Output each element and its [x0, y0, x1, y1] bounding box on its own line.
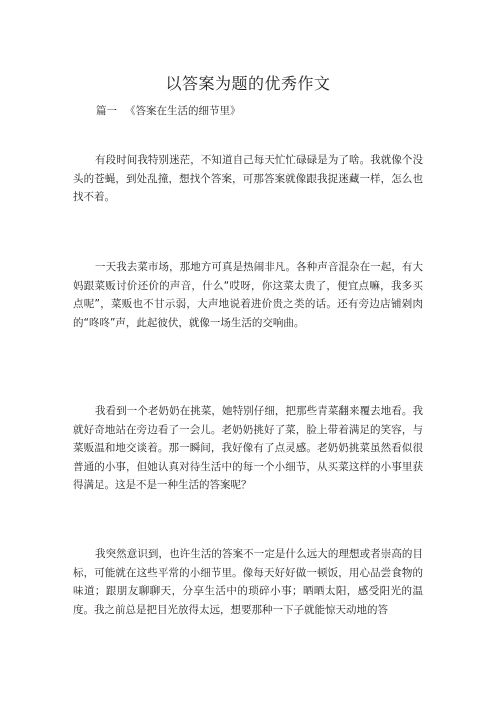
section-number: 篇一	[96, 105, 117, 117]
section-title: 《答案在生活的细节里》	[125, 105, 241, 117]
paragraph-3: 我看到一个老奶奶在挑菜，她特别仔细，把那些青菜翻来覆去地看。我就好奇地站在旁边看了一会儿。老奶奶挑好了菜，脸上带着满足的笑容，与菜贩温和地交谈着。那一瞬间，我好像有了点灵感。老奶奶挑菜虽然看似很普通的小事，但她认真对待生活中的每一个小细节，从买菜这样的小事里获得满足。这是不是一种生活的答案呢？	[73, 405, 423, 491]
paragraph-2: 一天我去菜市场，那地方可真是热闹非凡。各种声音混杂在一起，有大妈跟菜贩讨价还价的声音，什么“哎呀，你这菜太贵了，便宜点嘛，我多买点呢”，菜贩也不甘示弱，大声地说着进价贵之类的话。还有旁边店铺剁肉的“咚咚”声，此起彼伏，就像一场生活的交响曲。	[73, 261, 423, 329]
paragraph-1: 有段时间我特别迷茫，不知道自己每天忙忙碌碌是为了啥。我就像个没头的苍蝇，到处乱撞，想找个答案，可那答案就像跟我捉迷藏一样，怎么也找不着。	[73, 154, 423, 203]
paragraph-4: 我突然意识到，也许生活的答案不一定是什么远大的理想或者崇高的目标，可能就在这些平常的小细节里。像每天好好做一顿饭，用心品尝食物的味道；跟朋友聊聊天，分享生活中的琐碎小事；晒晒太阳，感受阳光的温度。我之前总是把目光放得太远，想要那种一下子就能惊天动地的答	[73, 548, 423, 616]
document-title: 以答案为题的优秀作文	[165, 74, 331, 93]
section-heading	[96, 104, 241, 118]
